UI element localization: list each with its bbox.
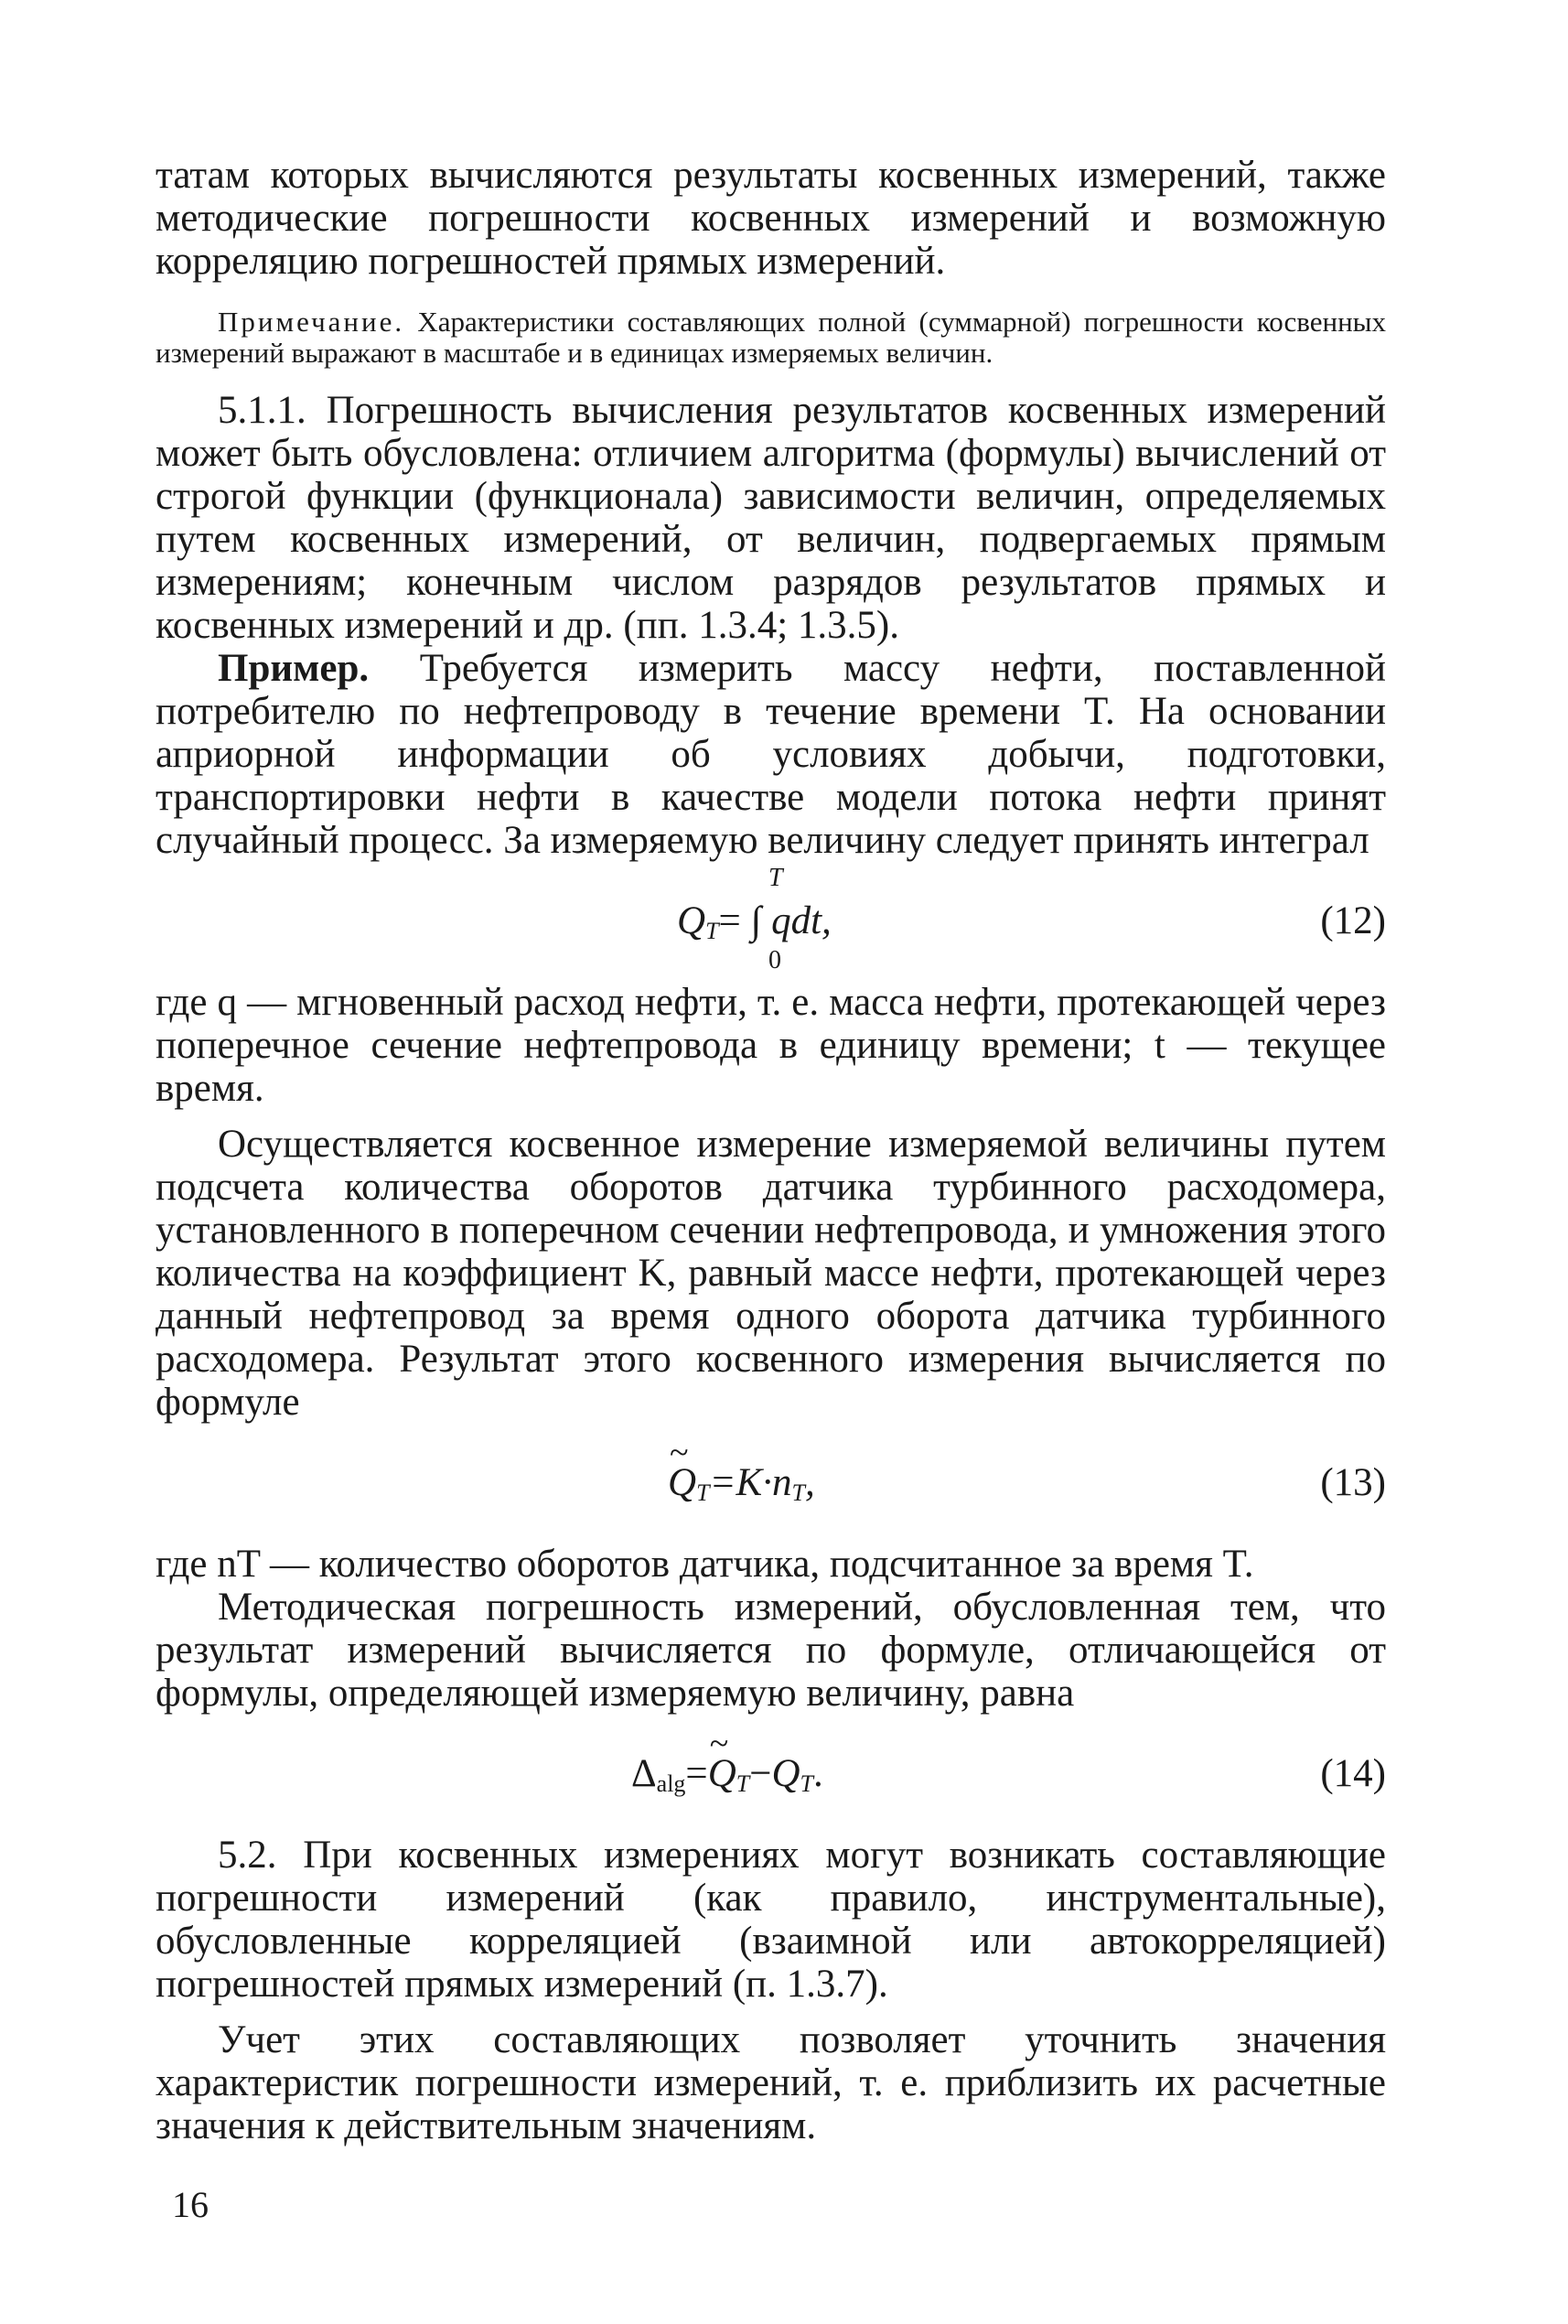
formula-12-lhs-sub: T [705, 918, 719, 944]
equation-number-12: (12) [1320, 899, 1386, 942]
note [156, 307, 1386, 369]
formula-12-eq: = [718, 899, 741, 942]
formula-12 [156, 862, 1386, 981]
paragraph-example [156, 647, 1386, 862]
note-text: Характеристики составляющих полной (суммарной) погрешности косвенных измерений выражают в масштабе и в единицах измеряемых величин. [156, 306, 1386, 369]
formula-12-lhs: Q [677, 899, 706, 942]
formula-14-q1-sub: T [736, 1770, 750, 1797]
formula-14-q1: Q [707, 1752, 736, 1795]
integral-lower-limit: 0 [768, 946, 781, 974]
paragraph-indirect-measurement: Осуществляется косвенное измерение измеряемой величины путем подсчета количества оборотов датчика турбинного расходомера, установленного в поперечном сечении нефтепровода, и умножения этого количества на коэффициент K, равный массе нефти, протекающей через данный нефтепровод за время одного оборота датчика турбинного расходомера. Результат этого косвенного измерения вычисляется по формуле [156, 1123, 1386, 1424]
formula-13-q-tilde [668, 1460, 696, 1505]
page-number: 16 [172, 2184, 209, 2225]
formula-12-rhs: qdt, [771, 899, 832, 942]
formula-13 [156, 1424, 1386, 1543]
formula-12-body [677, 898, 832, 943]
formula-13-rhs: =K·n [709, 1461, 792, 1504]
equation-number-13: (13) [1320, 1461, 1386, 1504]
formula-14-minus: − [749, 1752, 772, 1795]
integral-upper-limit: T [768, 864, 783, 892]
formula-14-delta-sub: alg [656, 1770, 686, 1797]
paragraph-5-2: 5.2. При косвенных измерениях могут возникать составляющие погрешности измерений (как правило, инструментальные), обусловленные корреляцией (взаимной или автокорреляцией) погрешностей прямых измерений (п. 1.3.7). [156, 1834, 1386, 2006]
formula-13-body [668, 1460, 815, 1505]
formula-14-tail: . [813, 1752, 823, 1795]
example-label: Пример. [218, 647, 370, 690]
formula-14-delta: Δ [631, 1752, 657, 1795]
paragraph-where-q: где q — мгновенный расход нефти, т. е. масса нефти, протекающей через поперечное сечение нефтепровода в единицу времени; t — текущее время. [156, 981, 1386, 1110]
page-body [156, 154, 1386, 2147]
paragraph-method-error: Методическая погрешность измерений, обусловленная тем, что результат измерений вычисляется по формуле, отличающейся от формулы, определяющей измеряемую величину, равна [156, 1586, 1386, 1715]
formula-14-body [631, 1751, 823, 1796]
formula-14-q-tilde [708, 1751, 736, 1796]
example-text: Требуется измерить массу нефти, поставленной потребителю по нефтепроводу в течение времени T. На основании априорной информации об условиях добычи, подготовки, транспортировки нефти в качестве модели потока нефти принят случайный процесс. За измеряемую величину следует принять интеграл [156, 647, 1386, 862]
formula-13-q-sub: T [696, 1479, 710, 1506]
note-label: Примечание. [218, 306, 405, 338]
formula-13-rhs-sub: T [791, 1479, 805, 1506]
paragraph-where-n: где nT — количество оборотов датчика, подсчитанное за время T. [156, 1543, 1254, 1586]
formula-13-tail: , [804, 1461, 815, 1504]
formula-14-q2: Q [771, 1752, 800, 1795]
formula-14-eq: = [685, 1752, 708, 1795]
integral-sign: ∫ [750, 899, 762, 942]
equation-number-14: (14) [1320, 1752, 1386, 1795]
formula-14-q2-sub: T [800, 1770, 814, 1797]
paragraph-account: Учет этих составляющих позволяет уточнить значения характеристик погрешности измерений, т. е. приблизить их расчетные значения к действительным значениям. [156, 2018, 1386, 2147]
formula-13-q: Q [668, 1461, 697, 1504]
paragraph-5-1-1: 5.1.1. Погрешность вычисления результатов косвенных измерений может быть обусловлена: отличием алгоритма (формулы) вычислений от строгой функции (функционала) зависимости величин, определяемых путем косвенных измерений, от величин, подвергаемых прямым измерениям; конечным числом разрядов результатов прямых и косвенных измерений и др. (пп. 1.3.4; 1.3.5). [156, 389, 1386, 647]
paragraph-continuation: татам которых вычисляются результаты косвенных измерений, также методические погрешности косвенных измерений и возможную корреляцию погрешностей прямых измерений. [156, 154, 1386, 283]
formula-14 [156, 1715, 1386, 1834]
